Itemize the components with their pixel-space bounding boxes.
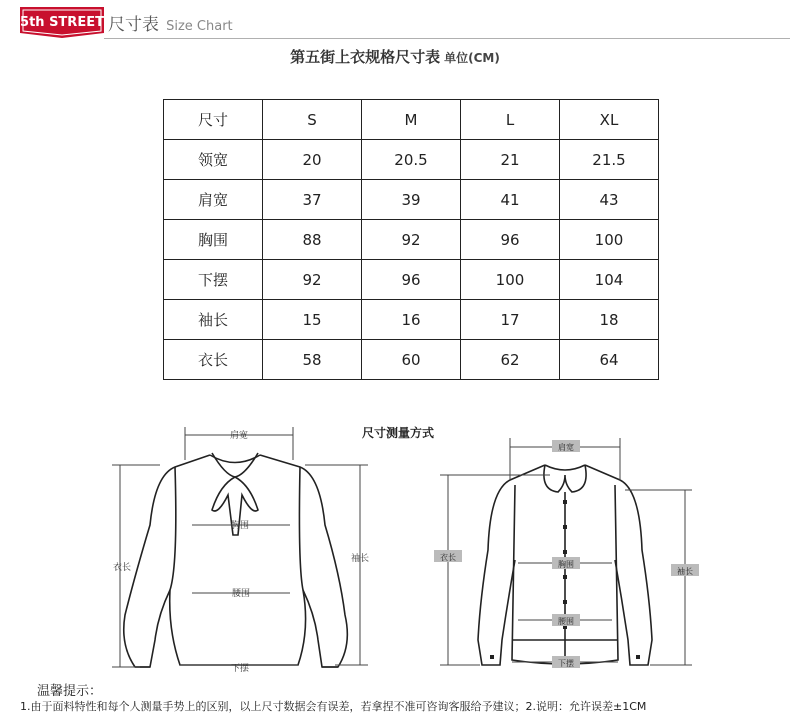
table-cell: 15 [263,300,362,340]
shirt-waist-label: 腰围 [558,617,574,626]
table-cell: 39 [362,180,461,220]
table-cell: 96 [461,220,560,260]
tips-title: 温馨提示： [37,684,103,699]
table-cell: 96 [362,260,461,300]
table-cell: 21.5 [560,140,659,180]
measure-title: 尺寸测量方式 [362,426,435,440]
row-label: 袖长 [164,300,263,340]
row-label: 衣长 [164,340,263,380]
title-en: Size Chart [166,19,233,34]
table-cell: 21 [461,140,560,180]
table-cell: 18 [560,300,659,340]
table-title [0,46,790,67]
table-cell: 20.5 [362,140,461,180]
row-label: 领宽 [164,140,263,180]
page-title [108,10,233,35]
table-row [164,340,659,380]
header-cell: L [461,100,560,140]
table-title-text: 第五街上衣规格尺寸表 [290,48,441,66]
header-cell: 尺寸 [164,100,263,140]
shirt-length-label: 衣长 [440,553,456,562]
table-cell: 41 [461,180,560,220]
table-cell: 104 [560,260,659,300]
blouse-hem-label: 下摆 [230,664,250,674]
table-cell: 100 [461,260,560,300]
header-cell: XL [560,100,659,140]
table-cell: 92 [263,260,362,300]
row-label: 下摆 [164,260,263,300]
header-cell: M [362,100,461,140]
table-cell: 62 [461,340,560,380]
table-cell: 17 [461,300,560,340]
tips-text: 1.由于面料特性和每个人测量手势上的区别，以上尺寸数据会有误差，若拿捏不准可咨询客服给予建议；2.说明：允许误差±1CM [20,700,647,713]
table-row [164,300,659,340]
blouse-length-label: 衣长 [112,563,132,573]
table-header-row [164,100,659,140]
table-row [164,140,659,180]
brand-logo [20,5,104,39]
blouse-sleeve-label: 袖长 [350,554,370,564]
table-cell: 92 [362,220,461,260]
table-cell: 88 [263,220,362,260]
shirt-chest-label: 胸围 [558,560,574,569]
table-row [164,180,659,220]
shirt-diagram [430,430,700,680]
blouse-outline [124,453,348,667]
shirt-hem-label: 下摆 [558,659,574,668]
table-row [164,260,659,300]
header-cell: S [263,100,362,140]
table-row [164,220,659,260]
blouse-chest-label: 胸围 [230,521,250,531]
table-unit: 单位(CM) [444,51,500,65]
size-table [163,99,659,380]
shirt-shoulder-label: 肩宽 [558,443,574,452]
header [0,0,790,44]
table-cell: 64 [560,340,659,380]
table-cell: 100 [560,220,659,260]
table-cell: 60 [362,340,461,380]
shirt-sleeve-label: 袖长 [677,567,693,576]
blouse-shoulder-label: 肩宽 [229,431,249,441]
table-cell: 58 [263,340,362,380]
table-cell: 16 [362,300,461,340]
table-cell: 37 [263,180,362,220]
header-divider [104,38,790,39]
title-cn: 尺寸表 [108,15,159,35]
table-cell: 20 [263,140,362,180]
row-label: 肩宽 [164,180,263,220]
row-label: 胸围 [164,220,263,260]
blouse-diagram [100,415,390,680]
logo-text: 5th STREET [20,15,104,30]
table-cell: 43 [560,180,659,220]
blouse-waist-label: 腰围 [231,589,251,599]
